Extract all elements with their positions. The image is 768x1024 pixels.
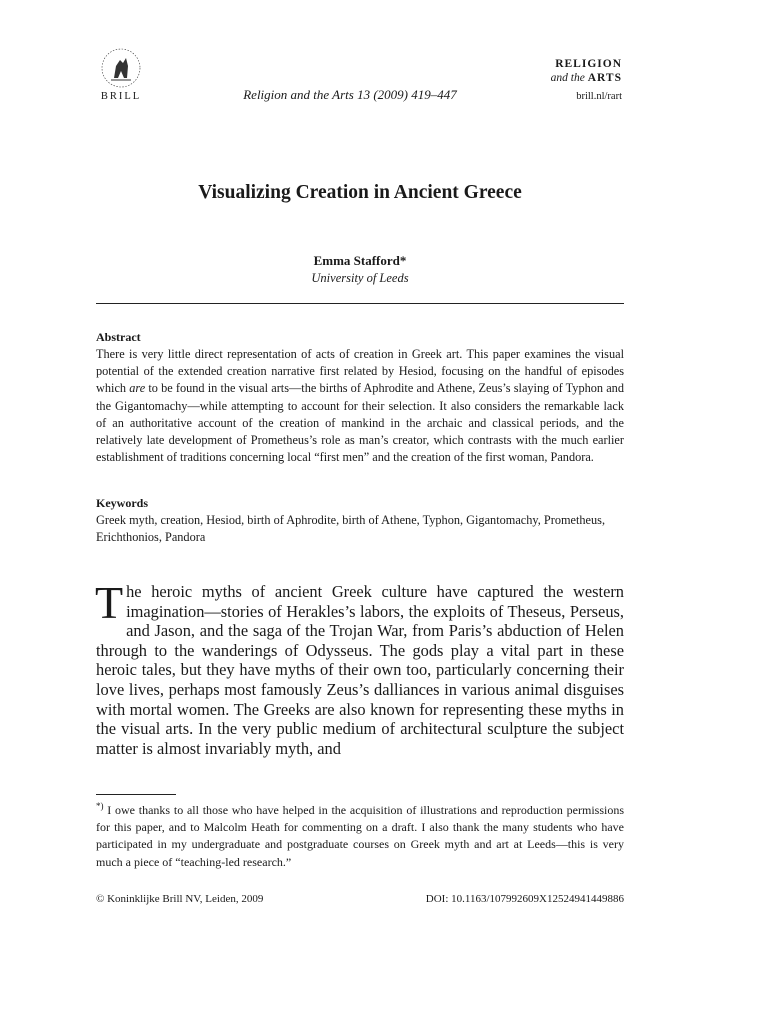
journal-series-logo: [551, 57, 622, 85]
footnote-divider: [96, 794, 176, 795]
body-text: he heroic myths of ancient Greek culture have captured the western imagination—stories of Herakles’s labors, the exploits of Theseus, Perseus, and Jason, and the saga of the Trojan War, from Paris’s abduction of Helen through to the wanderings of Odysseus. The gods play a vital part in these heroic tales, but they have myths of their own too, particularly concerning their love lives, perhaps most famously Zeus’s dalliances in various animal disguises with mortal women. The Greeks are also known for representing these myths in the visual arts. In the very public medium of architectural sculpture the subject matter is almost invariably myth, and: [96, 582, 624, 758]
author-name: Emma Stafford*: [313, 253, 407, 268]
footnote: [96, 802, 624, 871]
body-paragraph: [95, 577, 624, 758]
journal-url[interactable]: brill.nl/rart: [576, 91, 622, 102]
abstract-text: [96, 346, 624, 466]
abstract-heading: Abstract: [96, 330, 141, 344]
publisher-name: BRILL: [100, 91, 142, 102]
article-title: Visualizing Creation in Ancient Greece: [198, 182, 522, 203]
title-divider: [96, 303, 624, 304]
copyright-notice: © Koninklijke Brill NV, Leiden, 2009: [96, 893, 264, 905]
footnote-text: I owe thanks to all those who have helped in the acquisition of illustrations and reproduction permissions for this paper, and to Malcolm Heath for commenting on a draft. I also thank the many students who have participated in my undergraduate and postgraduate courses on Greek myth and art at Leeds—this is very much a piece of “teaching-led research.”: [96, 803, 624, 869]
doi[interactable]: DOI: 10.1163/107992609X12524941449886: [425, 893, 624, 905]
journal-citation: Religion and the Arts 13 (2009) 419–447: [243, 87, 457, 102]
footnote-marker: *): [96, 801, 104, 811]
abstract-part-1: There is very little direct representation of acts of creation in Greek art. This paper examines the visual potential of the extended creation narrative first related by Hesiod, focusing on the handful of episodes which: [96, 347, 624, 396]
series-line-2: [551, 71, 622, 85]
drop-cap: T: [95, 577, 124, 628]
series-line-2-main: ARTS: [587, 72, 622, 84]
author-affiliation: University of Leeds: [311, 271, 409, 285]
series-line-1: RELIGION: [555, 58, 622, 70]
series-line-2-pre: and the: [550, 72, 585, 84]
keywords-heading: Keywords: [96, 496, 148, 510]
keywords-text: Greek myth, creation, Hesiod, birth of Aphrodite, birth of Athene, Typhon, Gigantomachy, Prometheus, Erichthonios, Pandora: [96, 513, 606, 545]
abstract-emphasis: are: [129, 381, 146, 396]
abstract-part-2: to be found in the visual arts—the births of Aphrodite and Athene, Zeus’s slaying of Typhon and the Gigantomachy—while attempting to account for their selection. It also considers the remarkable lack of an authoritative account of the creation of mankind in the archaic and classical periods, and the relatively late development of Prometheus’s role as man’s creator, which contrasts with the much earlier establishment of traditions concerning local “first men” and the creation of the first woman, Pandora.: [96, 381, 624, 465]
